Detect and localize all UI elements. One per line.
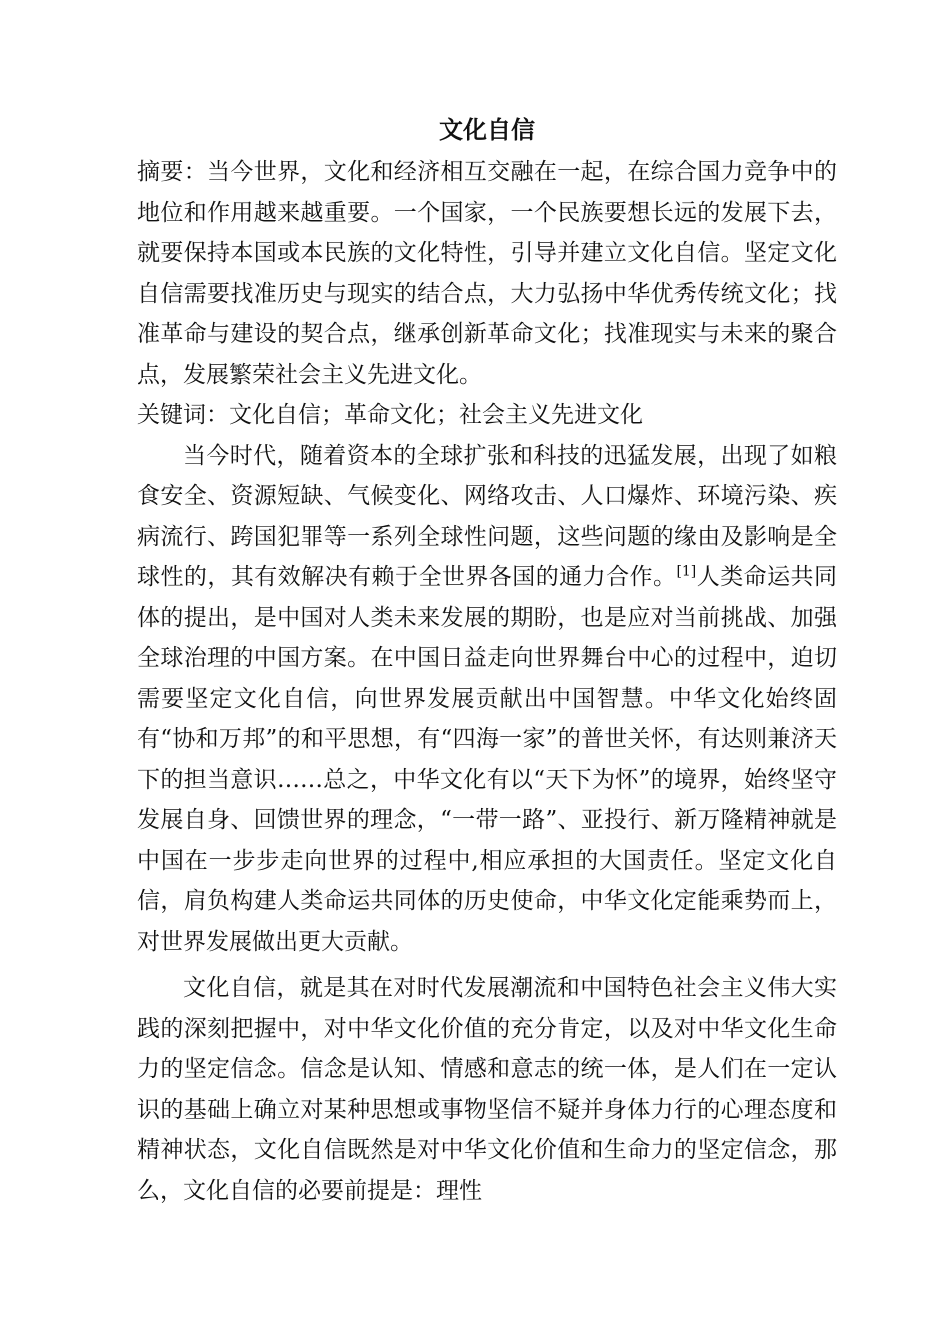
document-title: 文化自信 (439, 115, 535, 144)
paragraph-1-text-b: 人类命运共同体的提出，是中国对人类未来发展的期盼，也是应对当前挑战、加强全球治理的中国方案。在中国日益走向世界舞台中心的过程中，迫切需要坚定文化自信，向世界发展贡献出中国智慧。中华文化始终固有“协和万邦”的和平思想，有“四海一家”的普世关怀，有达则兼济天下的担当意识……总之，中华文化有以“天下为怀”的境界，始终坚守发展自身、回馈世界的理念，“一带一路”、亚投行、新万隆精神就是中国在一步步走向世界的过程中,相应承担的大国责任。坚定文化自信，肩负构建人类命运共同体的历史使命，中华文化定能乘势而上，对世界发展做出更大贡献。 (137, 564, 838, 955)
body-paragraph-1 (137, 436, 837, 963)
keywords-line: 关键词：文化自信；革命文化；社会主义先进文化 (137, 402, 643, 428)
citation-marker: [1] (676, 563, 697, 580)
abstract-paragraph: 摘要：当今世界，文化和经济相互交融在一起，在综合国力竞争中的地位和作用越来越重要。一个国家，一个民族要想长远的发展下去，就要保持本国或本民族的文化特性，引导并建立文化自信。坚定文化自信需要找准历史与现实的结合点，大力弘扬中华优秀传统文化；找准革命与建设的契合点，继承创新革命文化；找准现实与未来的聚合点，发展繁荣社会主义先进文化。 (137, 159, 837, 388)
document-body (137, 108, 837, 1211)
body-paragraph-2: 文化自信，就是其在对时代发展潮流和中国特色社会主义伟大实践的深刻把握中，对中华文化价值的充分肯定，以及对中华文化生命力的坚定信念。信念是认知、情感和意志的统一体，是人们在一定认识的基础上确立对某种思想或事物坚信不疑并身体力行的心理态度和精神状态，文化自信既然是对中华文化价值和生命力的坚定信念，那么，文化自信的必要前提是：理性 (137, 975, 837, 1204)
paragraph-1-text-a: 当今时代，随着资本的全球扩张和科技的迅猛发展，出现了如粮食安全、资源短缺、气候变化、网络攻击、人口爆炸、环境污染、疾病流行、跨国犯罪等一系列全球性问题，这些问题的缘由及影响是全球性的，其有效解决有赖于全世界各国的通力合作。 (137, 442, 837, 590)
